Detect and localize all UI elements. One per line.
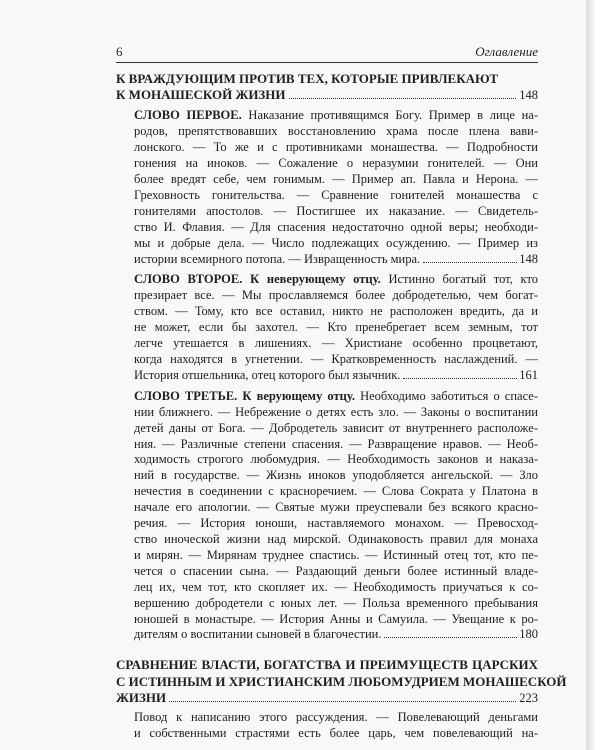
entry-line bbox=[134, 389, 538, 405]
entry-line bbox=[134, 108, 538, 124]
toc-entry-slovo-3 bbox=[134, 389, 538, 644]
header-rule bbox=[116, 62, 538, 63]
entry-line: нечестия в соединении с красноречием. — Слова Сократа у Платона в bbox=[134, 484, 538, 499]
entry-line: юношей в монастыре. — История Анны и Самуила. — Увещание к ро- bbox=[134, 611, 538, 626]
entry-last-line bbox=[134, 252, 538, 268]
part-title-line: СРАВНЕНИЕ ВЛАСТИ, БОГАТСТВА И ПРЕИМУЩЕСТВ ЦАРСКИХ bbox=[116, 657, 538, 673]
entry-line: лонского. — То же и с противниками монашества. — Подробности bbox=[134, 140, 538, 155]
page-ref: 180 bbox=[519, 627, 538, 642]
dot-leader bbox=[403, 378, 517, 379]
dot-leader bbox=[169, 701, 516, 702]
page-ref: 223 bbox=[519, 690, 538, 705]
section-gap bbox=[116, 643, 538, 657]
entry-line bbox=[134, 272, 538, 288]
entry-line: речия. — История юноши, наставляемого монахом. — Превосход- bbox=[134, 516, 538, 531]
dot-leader bbox=[289, 98, 517, 99]
page-ref: 148 bbox=[519, 88, 538, 103]
toc-entry-slovo-1 bbox=[134, 108, 538, 267]
entry-heading: СЛОВО ПЕРВОЕ. bbox=[134, 108, 242, 123]
entry-line: дителям о воспитании сыновей в благочестии. bbox=[134, 627, 382, 642]
entry-line: Греховность гонительства. — Сравнение гонителей монашества с bbox=[134, 187, 538, 202]
entry-text: Наказание противящимся Богу. Пример в лице на- bbox=[241, 108, 538, 123]
entry-text: Необходимо заботиться о спасе- bbox=[355, 388, 539, 403]
entry-last-line bbox=[134, 368, 538, 384]
toc-content bbox=[116, 71, 567, 742]
entry-heading: СЛОВО ВТОРОЕ. К неверующему отцу. bbox=[134, 272, 381, 287]
entry-line: родов, препятствовавших восстановлению храма после плена вави- bbox=[134, 124, 538, 139]
entry-last-line bbox=[134, 627, 538, 643]
entry-line: мы и добрые дела. — Число подлежащих осуждению. — Пример из bbox=[134, 235, 538, 250]
toc-entry-part2-desc bbox=[134, 710, 538, 742]
part-title-line-with-page bbox=[116, 690, 538, 706]
entry-line: ходимость строгого любомудрия. — Необходимость законов и наказа- bbox=[134, 452, 538, 467]
dot-leader bbox=[384, 637, 517, 638]
page-ref: 148 bbox=[519, 251, 538, 266]
entry-line: детей даны от Бога. — Добродетель зависит от внутреннего расположе- bbox=[134, 420, 538, 435]
entry-line: ний в государстве. — Жизнь иноков уподобляется ангельской. — Зло bbox=[134, 468, 538, 483]
part-title-2 bbox=[116, 657, 567, 706]
entry-line: более вредят себе, чем гонимым. — Пример ап. Павла и Нерона. — bbox=[134, 172, 538, 187]
part-title-line: К МОНАШЕСКОЙ ЖИЗНИ bbox=[116, 87, 286, 103]
entry-line: чется о спасении сына. — Раздающий деньги более истинный владе- bbox=[134, 563, 538, 578]
entry-line: и мирян. — Мирянам труднее спастись. — Истинный отец тот, кто пе- bbox=[134, 547, 538, 562]
entry-line: не может, если бы захотел. — Кто пренебрегает всем земным, тот bbox=[134, 320, 538, 335]
part-title-line: К ВРАЖДУЮЩИМ ПРОТИВ ТЕХ, КОТОРЫЕ ПРИВЛЕКАЮТ bbox=[116, 71, 499, 86]
page-number: 6 bbox=[116, 44, 123, 59]
part-title-line: С ИСТИННЫМ И ХРИСТИАНСКИМ ЛЮБОМУДРИЕМ МОНАШЕСКОЙ bbox=[116, 673, 567, 689]
page-edge bbox=[586, 0, 600, 750]
entry-text: Истинно богатый тот, кто bbox=[380, 272, 539, 287]
section-title: Оглавление bbox=[475, 44, 538, 59]
page-ref: 161 bbox=[519, 367, 538, 382]
entry-line: истории всемирного потопа. — Извращенность мира. bbox=[134, 251, 421, 266]
part-title-1 bbox=[116, 71, 538, 103]
entry-heading: СЛОВО ТРЕТЬЕ. К верующему отцу. bbox=[134, 388, 355, 403]
entry-line: лец их, чем тот, кто скопляет их. — Необходимость приучаться к со- bbox=[134, 579, 538, 594]
entry-line: презирает все. — Мы прославляемся более добродетелью, чем богат- bbox=[134, 288, 538, 303]
entry-line: легче утешается в лишениях. — Христиане особенно процветают, bbox=[134, 336, 538, 351]
toc-entry-slovo-2 bbox=[134, 272, 538, 383]
entry-line: История отшельника, отец которого был язычник. bbox=[134, 367, 401, 382]
entry-line: гонителями апостолов. — Постигшее их наказание. — Свидетель- bbox=[134, 203, 538, 218]
entry-line: когда находятся в угнетении. — Кратковременность наслаждений. — bbox=[134, 352, 538, 366]
part-title-line: ЖИЗНИ bbox=[116, 689, 167, 705]
running-head bbox=[116, 44, 538, 60]
entry-line: вершению добродетели с юных лет. — Польза временного пребывания bbox=[134, 595, 538, 610]
entry-line: ство иноческой жизни над мирской. Одинаковость правил для монаха bbox=[134, 531, 538, 546]
entry-line: ство И. Флавия. — Для спасения недостаточно одной веры; необходи- bbox=[134, 219, 538, 234]
entry-line: гонения на иноков. — Сожаление о неразумии гонителей. — Они bbox=[134, 156, 538, 171]
part-title-line-with-page bbox=[116, 87, 538, 103]
entry-line: начале его апологии. — Святые мужи преуспевали без всякого красно- bbox=[134, 500, 538, 515]
entry-line: ством. — Тому, кто все оставил, никто не расположен вредить, да и bbox=[134, 304, 538, 319]
dot-leader bbox=[423, 262, 517, 263]
entry-line: нии ближнего. — Небрежение о детях есть зло. — Законы о воспитании bbox=[134, 404, 538, 419]
entry-line: ния. — Различные степени спасения. — Развращение нравов. — Необ- bbox=[134, 436, 538, 451]
entry-line: Повод к написанию этого рассуждения. — Повелевающий деньгами bbox=[134, 709, 538, 724]
entry-line: и собственными страстями есть более царь, чем повелевающий на- bbox=[134, 725, 538, 740]
